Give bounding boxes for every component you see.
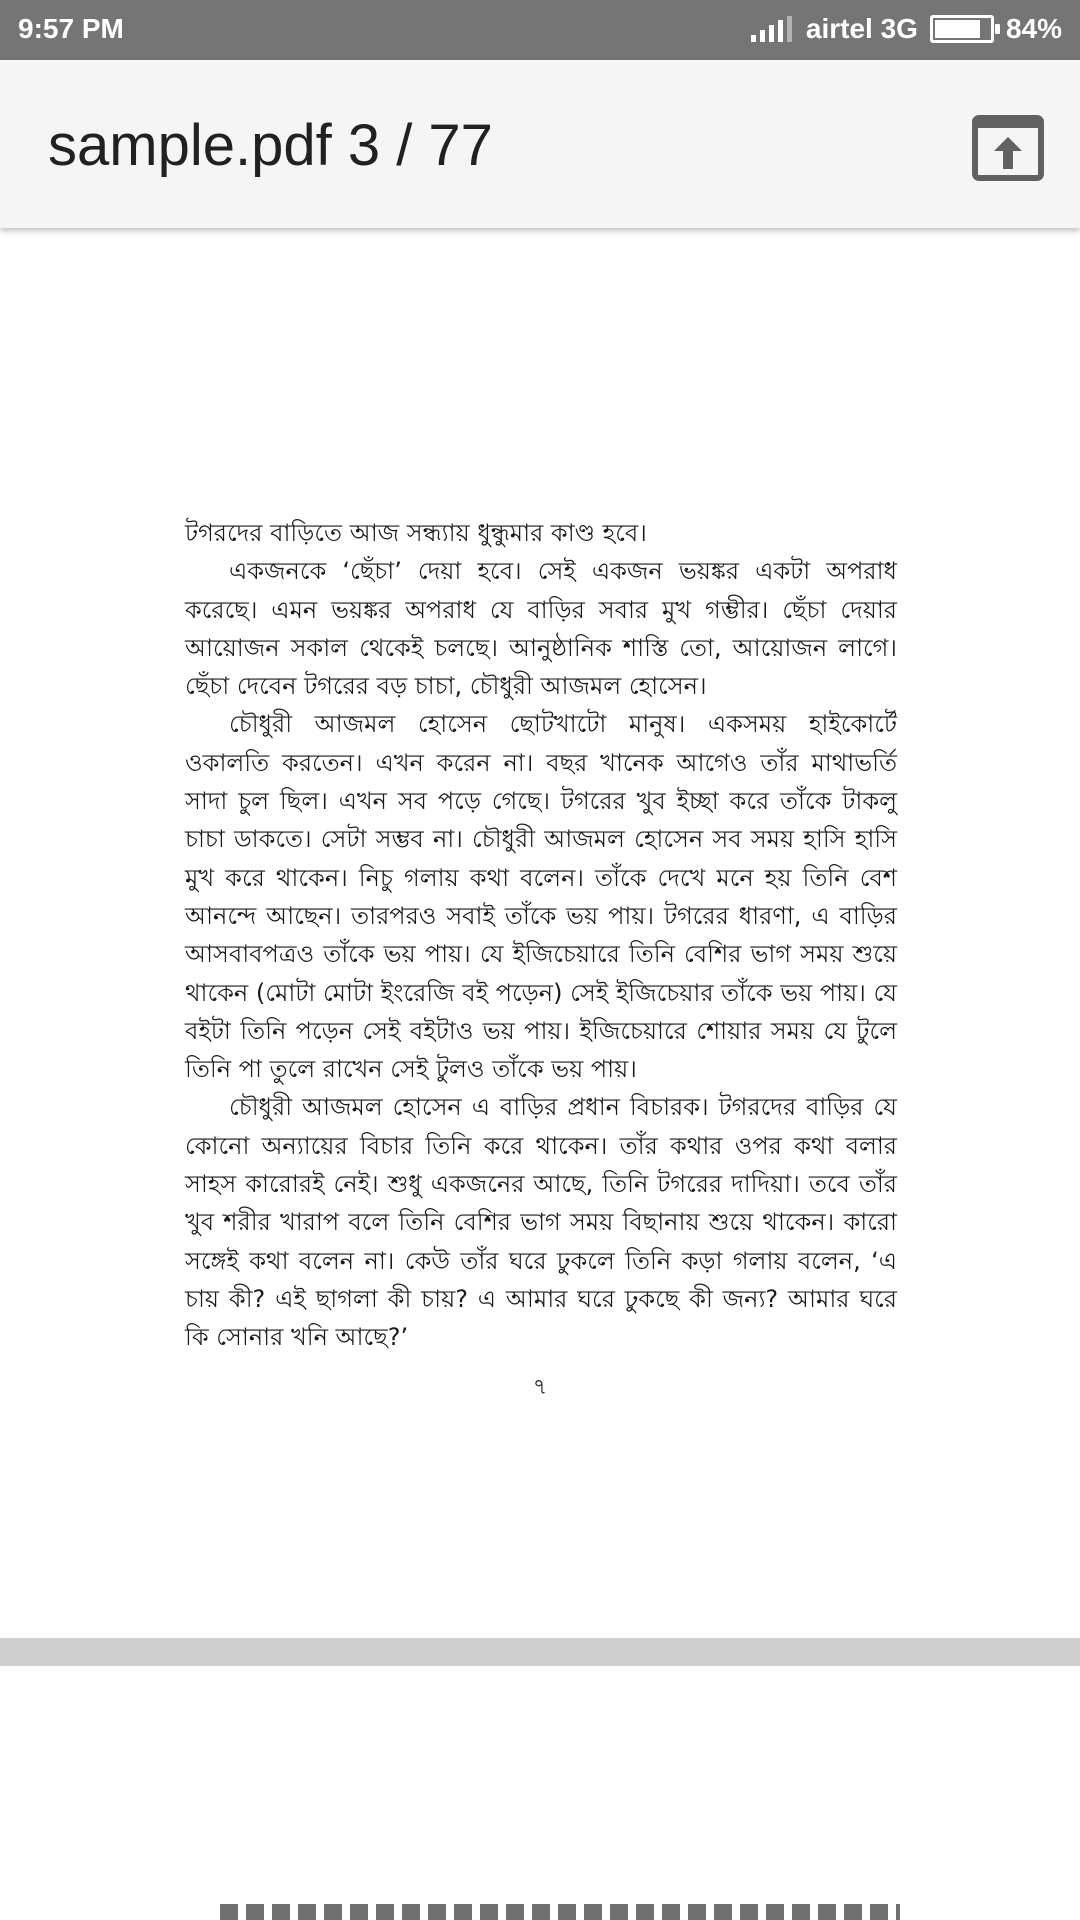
status-bar [0, 0, 1080, 60]
status-indicators [751, 13, 1062, 45]
next-pdf-page[interactable] [0, 1666, 1080, 1920]
battery-level-fill [935, 20, 980, 38]
pdf-page[interactable] [0, 228, 1080, 1638]
paragraph: চৌধুরী আজমল হোসেন এ বাড়ির প্রধান বিচারক। টগরদের বাড়ির যে কোনো অন্যায়ের বিচার তিনি করে থাকেন। তাঁর কথার ওপর কথা বলার সাহস কারোরই নেই। শুধু একজনের আছে, তিনি টগরের দাদিয়া। তবে তাঁর খুব শরীর খারাপ বলে তিনি বেশির ভাগ সময় বিছানায় শুয়ে থাকেন। কারো সঙ্গেই কথা বলেন না। কেউ তাঁর ঘরে ঢুকলে তিনি কড়া গলায় বলেন, ‘এ চায় কী? এই ছাগলা কী চায়? এ আমার ঘরে ঢুকছে কী জন্য? আমার ঘরে কি সোনার খনি আছে?’ [185, 1093, 897, 1352]
paragraph: একজনকে ‘ছেঁচা’ দেয়া হবে। সেই একজন ভয়ঙ্কর একটা অপরাধ করেছে। এমন ভয়ঙ্কর অপরাধ যে বাড়ির সবার মুখ গম্ভীর। ছেঁচা দেয়ার আয়োজন সকাল থেকেই চলছে। আনুষ্ঠানিক শাস্তি তো, আয়োজন লাগে। ছেঁচা দেবেন টগরের বড় চাচা, চৌধুরী আজমল হোসেন। [185, 557, 897, 701]
document-title: sample.pdf 3 / 77 [48, 113, 493, 178]
page-body-text [185, 514, 897, 1357]
open-in-external-button[interactable] [968, 108, 1048, 188]
app-bar [0, 60, 1080, 228]
battery-percent: 84% [1005, 13, 1062, 44]
carrier-label: airtel 3G [805, 13, 918, 44]
open-in-external-icon [972, 115, 1044, 181]
signal-strength-icon [751, 16, 792, 42]
status-time: 9:57 PM [18, 13, 124, 44]
page-number: ৭ [532, 1375, 548, 1400]
battery-icon [930, 15, 994, 43]
paragraph: টগরদের বাড়িতে আজ সন্ধ্যায় ধুন্ধুমার কাণ্ড হবে। [185, 519, 647, 547]
paragraph: চৌধুরী আজমল হোসেন ছোটখাটো মানুষ। একসময় হাইকোর্টে ওকালতি করতেন। এখন করেন না। বছর খানেক আগেও তাঁর মাথাভর্তি সাদা চুল ছিল। এখন সব পড়ে গেছে। টগরের খুব ইচ্ছা করে তাঁকে টাকলু চাচা ডাকতে। সেটা সম্ভব না। চৌধুরী আজমল হোসেন সব সময় হাসি হাসি মুখ করে থাকেন। নিচু গলায় কথা বলেন। তাঁকে দেখে মনে হয় তিনি বেশ আনন্দে আছেন। তারপরও সবাই তাঁকে ভয় পায়। টগরের ধারণা, এ বাড়ির আসবাবপত্রও তাঁকে ভয় পায়। যে ইজিচেয়ারে তিনি বেশির ভাগ সময় শুয়ে থাকেন (মোটা মোটা ইংরেজি বই পড়েন) সেই ইজিচেয়ার তাঁকে ভয় পায়। যে বইটা তিনি পড়েন সেই বইটাও ভয় পায়। ইজিচেয়ারে শোয়ার সময় যে টুলে তিনি পা তুলে রাখেন সেই টুলও তাঁকে ভয় পায়। [185, 710, 898, 1084]
next-page-text-fragment [220, 1904, 900, 1920]
page-separator [0, 1638, 1080, 1666]
